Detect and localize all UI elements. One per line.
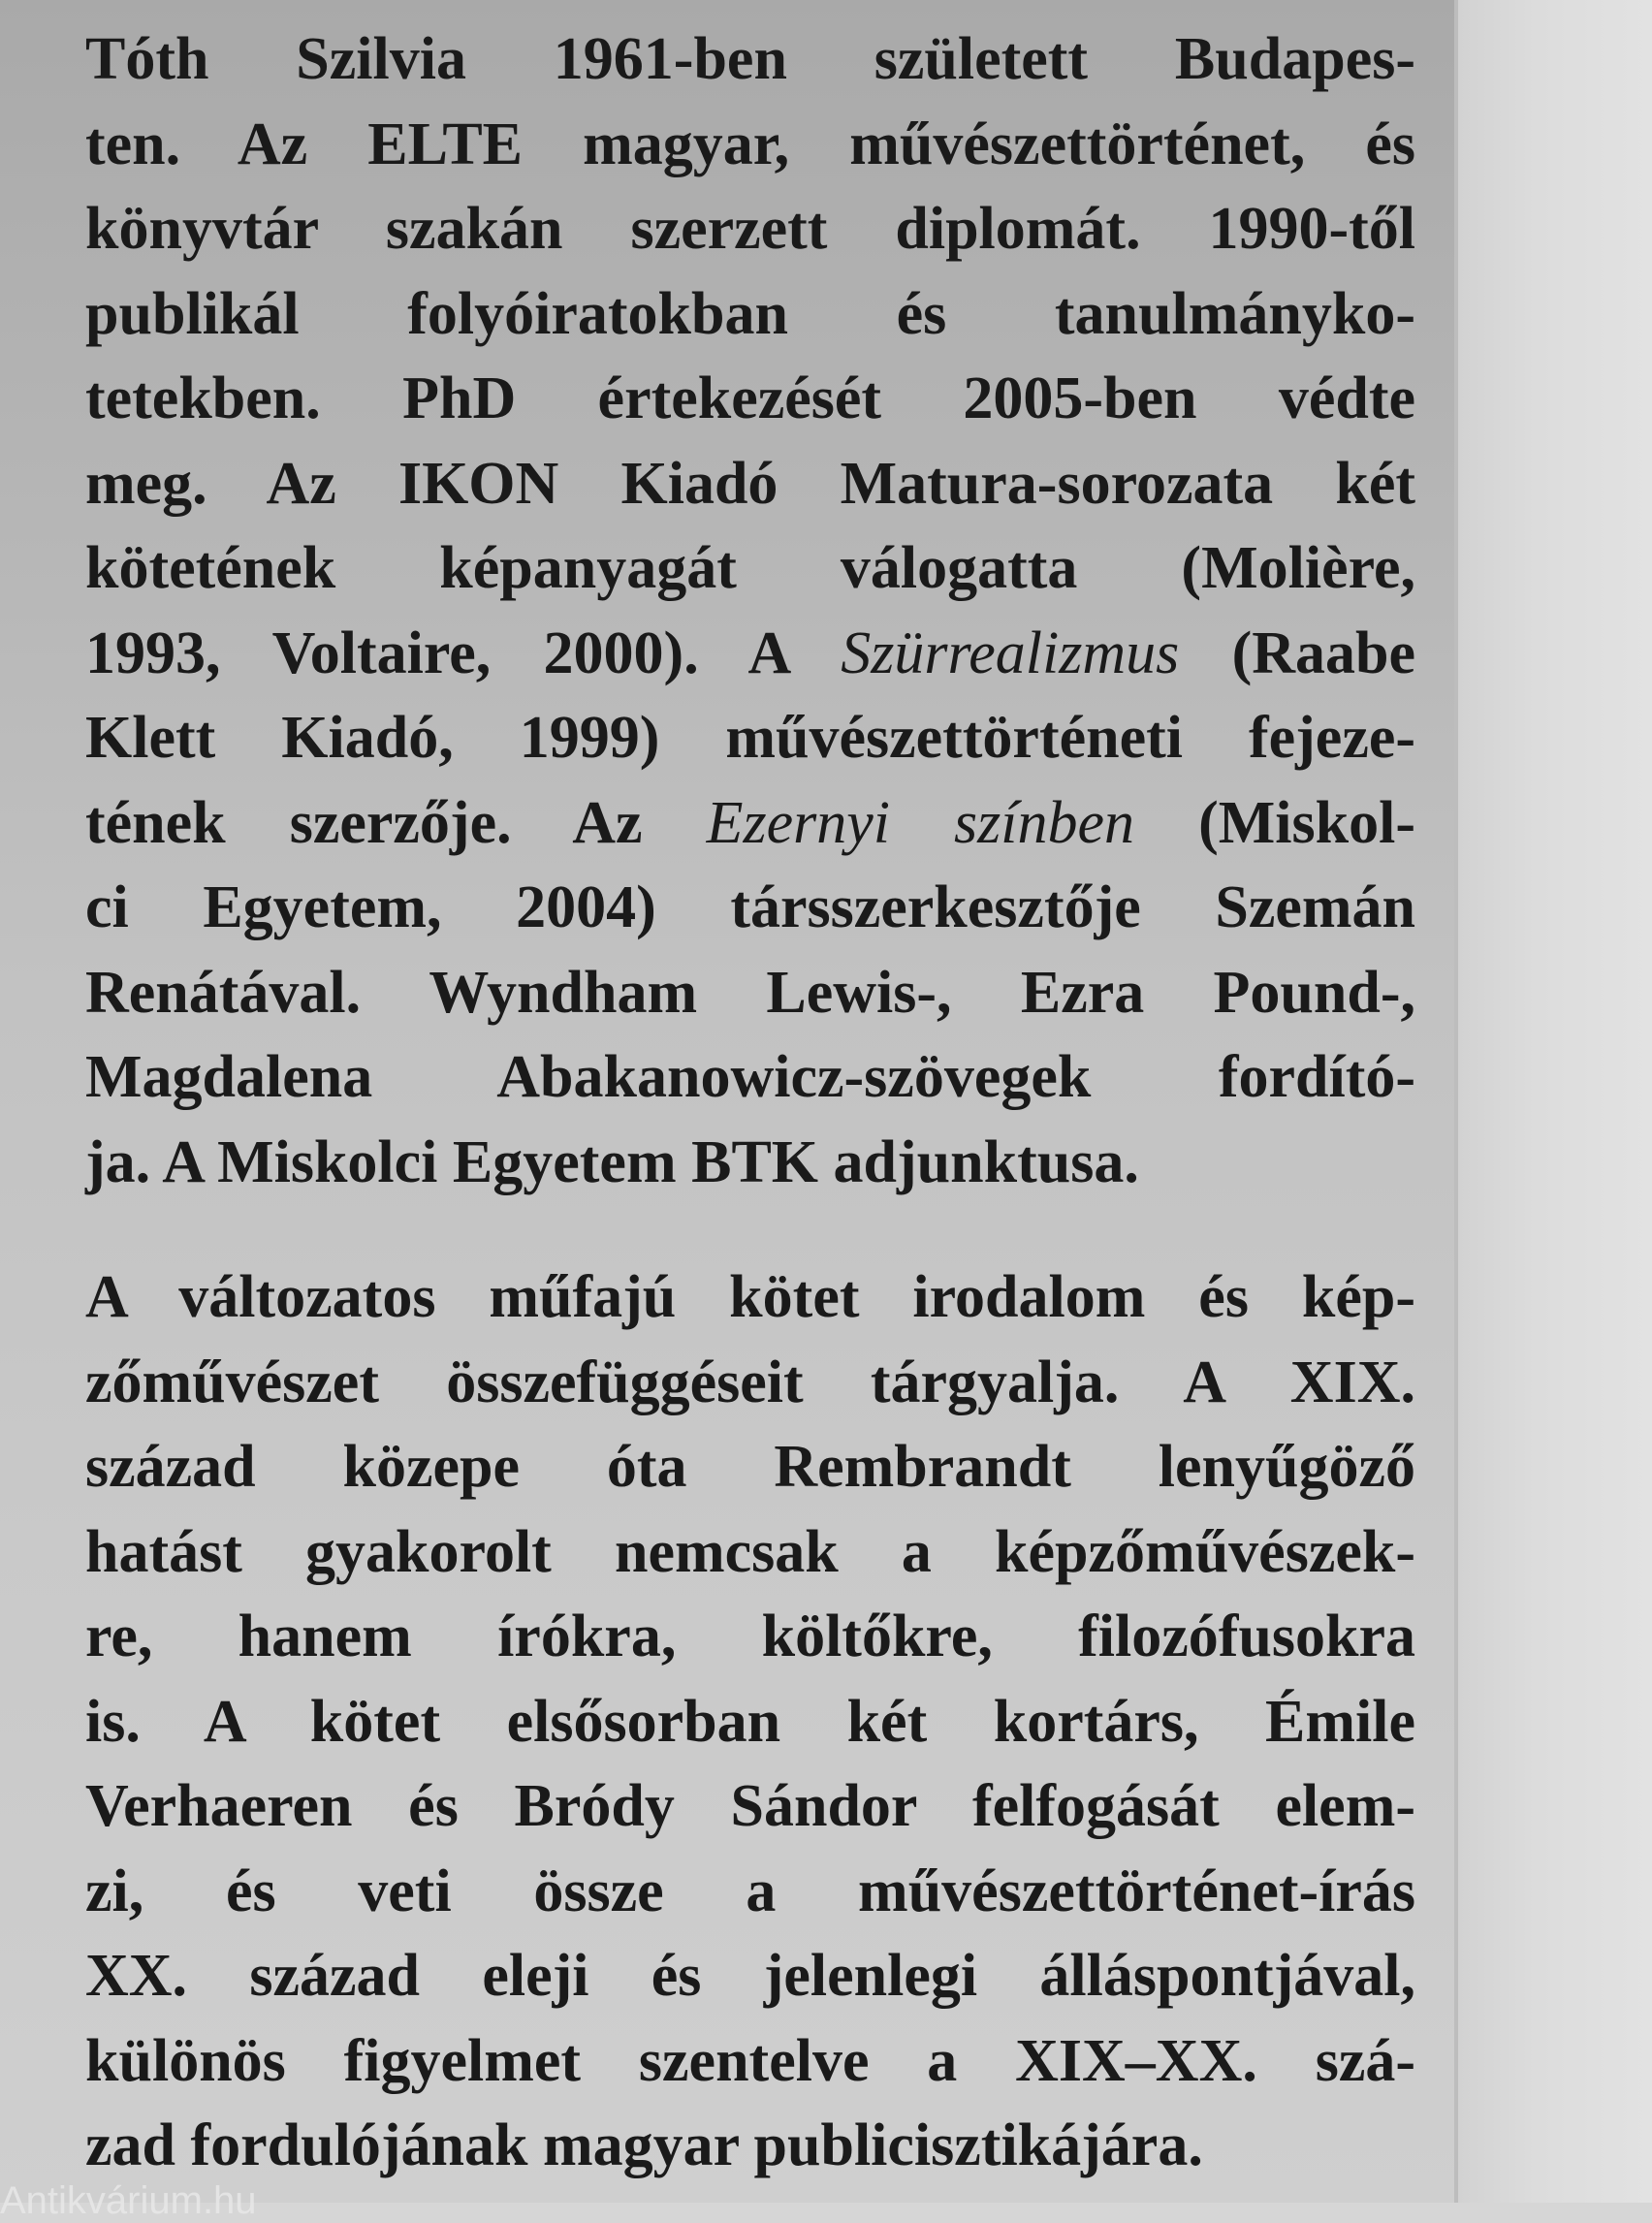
- description-line: A változatos műfajú kötet irodalom és kép-: [85, 1264, 1415, 1330]
- description-line: zad fordulójának magyar publicisztikájára.: [85, 2112, 1203, 2178]
- bio-line: ten. Az ELTE magyar, művészettörténet, és: [85, 111, 1415, 177]
- margin-strip: [1458, 0, 1652, 2203]
- description-line: század közepe óta Rembrandt lenyűgöző: [85, 1434, 1415, 1500]
- author-bio: [85, 17, 1415, 1205]
- bio-line: ci Egyetem, 2004) társszerkesztője Szemán: [85, 874, 1415, 940]
- bio-line: Magdalena Abakanowicz-szövegek fordító-: [85, 1044, 1415, 1110]
- bio-line: Renátával. Wyndham Lewis-, Ezra Pound-,: [85, 959, 1415, 1026]
- description-line: hatást gyakorolt nemcsak a képzőművészek-: [85, 1518, 1415, 1585]
- description-line: Verhaeren és Bródy Sándor felfogását elem-: [85, 1773, 1415, 1839]
- book-title: Ezernyi színben: [706, 789, 1135, 856]
- bio-line: meg. Az IKON Kiadó Matura-sorozata két: [85, 450, 1415, 517]
- description-line: zi, és veti össze a művészettörténet-írás: [85, 1858, 1415, 1924]
- bio-line: Klett Kiadó, 1999) művészettörténeti fejeze-: [85, 705, 1415, 771]
- description-line: re, hanem írókra, költőkre, filozófusokra: [85, 1604, 1415, 1669]
- bio-line: Tóth Szilvia 1961-ben született Budapes-: [85, 26, 1415, 92]
- book-title: Szürrealizmus: [841, 619, 1180, 686]
- bio-line: 1993, Voltaire, 2000). A Szürrealizmus (Raabe: [85, 619, 1416, 686]
- bio-line: tének szerzője. Az Ezernyi színben (Miskol-: [85, 789, 1416, 856]
- book-description: [85, 1255, 1415, 2189]
- description-line: is. A kötet elsősorban két kortárs, Émile: [85, 1688, 1415, 1755]
- watermark: Antikvárium.hu: [0, 2179, 257, 2222]
- bio-line: könyvtár szakán szerzett diplomát. 1990-től: [85, 196, 1415, 262]
- description-line: zőművészet összefüggéseit tárgyalja. A XIX.: [85, 1349, 1415, 1415]
- bio-line: kötetének képanyagát válogatta (Molière,: [85, 535, 1415, 601]
- bio-line: ja. A Miskolci Egyetem BTK adjunktusa.: [85, 1128, 1139, 1195]
- bio-line: publikál folyóiratokban és tanulmányko-: [85, 280, 1415, 347]
- description-line: különös figyelmet szentelve a XIX–XX. szá-: [85, 2027, 1415, 2094]
- bio-line: tetekben. PhD értekezését 2005-ben védte: [85, 365, 1415, 431]
- description-line: XX. század eleji és jelenlegi álláspontjával,: [85, 1943, 1415, 2009]
